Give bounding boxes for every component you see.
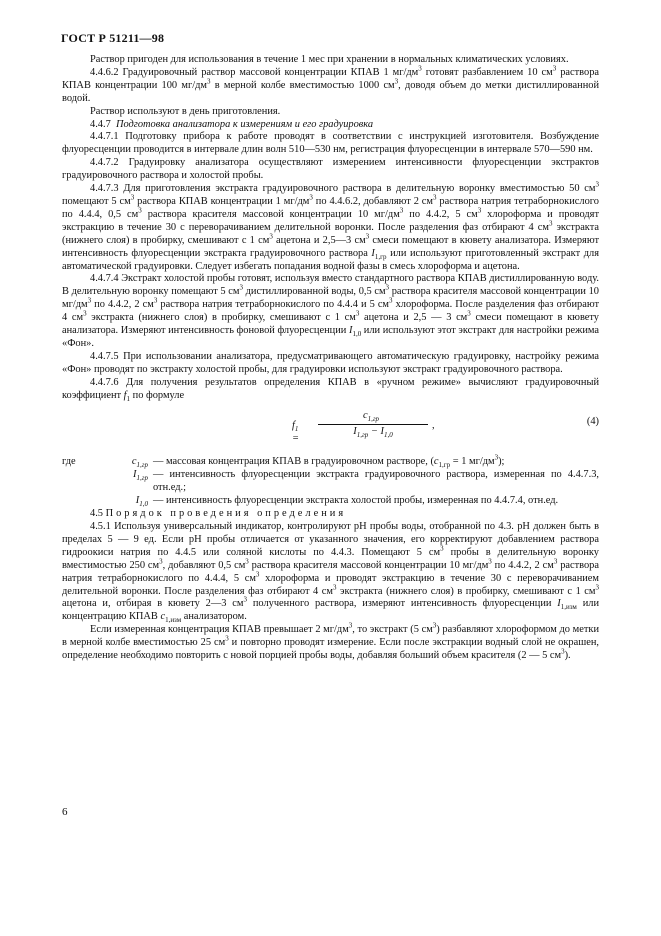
paragraph: Если измеренная концентрация КПАВ превышает 2 $мг/дм^3$, то экстракт (5 $см^3$) разбавляют хлороформом до метки в мерной колбе вместимостью 25 $см^3$ и повторно проводят измерение. Если после экстракции водный слой не окрашен, определение необходимо повторить с новой порцией пробы воды, добавляя больший объем красителя (2 — 5 $см^3$). <box>62 621 600 662</box>
legend-row: $I_{1,гр}$ — интенсивность флуоресценции экстракта градуировочного раствора, измеренная по 4.4.7.3, отн.ед.; <box>133 469 599 494</box>
fraction-bar <box>318 424 428 425</box>
formula-4 <box>62 406 599 450</box>
formula-comma: , <box>432 420 435 432</box>
standard-header: ГОСТ Р 51211—98 <box>61 31 165 45</box>
paragraph: Раствор используют в день приготовления. <box>90 105 281 117</box>
equation-number: (4) <box>586 416 599 428</box>
paragraph: 4.4.7.3 Для приготовления экстракта градуировочного раствора в делительную воронку вместимостью 50 $см^3$ помещают 5 $см^3$ раствора КПАВ концентрации 1 $мг/дм^3$ по 4.4.6.2, добавляют 2 $см^3$ раствора натрия тетраборнокислого по 4.4.4, 0,5 $см^3$ раствора красителя массовой концентрации 10 $мг/дм^3$ по 4.4.2, 5 $см^3$ хлороформа и проводят экстракцию в течение 30 с переворачиванием делительной воронки. После разделения фаз отбирают 4 $см^3$ экстракта (нижнего слоя) в пробирку, смешивают с 1 $см^3$ ацетона и 2,5—3 $см^3$ смеси помещают в кювету анализатора. Измеряют интенсивность флуоресценции экстракта градуировочного раствора $I_{1,гр}$ или используют приготовленный экстракт для автоматической градуировки. Следует избегать попадания водной фазы в смесь хлороформа и ацетона. <box>62 180 600 272</box>
page-number: 6 <box>62 806 68 818</box>
formula-lhs: $f_1$ = <box>292 420 300 445</box>
paragraph: 4.4.7.2 Градуировку анализатора осуществляют измерением интенсивности флуоресценции экстрактов градуировочного раствора и холостой пробы. <box>62 157 599 182</box>
section-heading: 4.4.7 Подготовка анализатора к измерениям и его градуировка <box>90 118 374 130</box>
paragraph: 4.4.7.5 При использовании анализатора, предусматривающего автоматическую градуировку, настройку режима «Фон» проводят по экстракту холостой пробы, для градуировки используют экстракт градуировочного раствора. <box>62 350 599 375</box>
paragraph: Раствор пригоден для использования в течение 1 мес при хранении в нормальных климатических условиях. <box>90 54 569 65</box>
paragraph: 4.4.7.6 Для получения результатов определения КПАВ в «ручном режиме» вычисляют градуировочный коэффициент $f_1$ по формуле <box>62 376 599 403</box>
legend-row: $I_{1,0}$ — интенсивность флуоресценции экстракта холостой пробы, измеренная по 4.4.7.4, отн.ед. <box>135 495 559 509</box>
paragraph: 4.4.7.1 Подготовку прибора к работе проводят в соответствии с инструкцией изготовителя. Возбуждение флуоресценции проводится в интервале длин волн 510—530 нм, регистрация флуоресценции в интервале 570—590 нм. <box>62 131 599 156</box>
section-heading: 4.5 Порядок проведения определения <box>90 508 347 520</box>
legend-row: где $c_{1,гр}$ — массовая концентрация КПАВ в градуировочном растворе, ($c_{1,гр} = 1$ $мг/дм^3$); <box>62 454 505 470</box>
paragraph: 4.4.7.4 Экстракт холостой пробы готовят, используя вместо стандартного раствора КПАВ дистиллированную воду. В делительную воронку помещают 5 $см^3$ дистиллированной воды, 0,5 $см^3$ раствора красителя массовой концентрации 10 $мг/дм^3$ по 4.4.2, 2 $см^3$ раствора натрия тетраборнокислого по 4.4.4 и 5 $см^3$ хлороформа. После разделения фаз отбирают 4 $см^3$ экстракта (нижнего слоя) в пробирку, смешивают с 1 $см^3$ ацетона и 2,5 — 3 $см^3$ смеси помещают в кювету анализатора. Измеряют интенсивность фоновой флуоресценции $I_{1,0}$ или используют этот экстракт для настройки режима «Фон». <box>62 273 600 349</box>
paragraph: 4.4.6.2 Градуировочный раствор массовой концентрации КПАВ 1 $мг/дм^3$ готовят разбавлением 10 $см^3$ раствора КПАВ концентрации 100 $мг/дм^3$ в мерной колбе вместимостью 1000 $см^3$, доводя объем до метки дистиллированной водой. <box>62 64 600 104</box>
paragraph: 4.5.1 Используя универсальный индикатор, контролируют pH пробы воды, отобранной по 4.3. pH должен быть в пределах 5 — 9 ед. Если pH пробы отличается от указанного значения, его корректируют добавлением раствора гидроокиси натрия по 4.4.5 или соляной кислоты по 4.4.3. Помещают 5 $см^3$ пробы в делительную воронку вместимостью 250 $см^3$, добавляют 0,5 $см^3$ раствора красителя массовой концентрации 10 $мг/дм^3$ по 4.4.2, 2 $см^3$ раствора натрия тетраборнокислого по 4.4.4, 5 $см^3$ хлороформа и проводят экстракцию в течение 30 с переворачиванием делительной воронки. После разделения фаз отбирают 4 $см^3$ экстракта (нижнего слоя) в пробирку, смешивают с 1 $см^3$ ацетона и, отбирая в кювету 2—3 $см^3$ полученного раствора, измеряют интенсивность флуоресценции $I_{1,изм}$ или концентрацию КПАВ $c_{1,изм}$ анализатором. <box>62 521 599 625</box>
formula-denominator: $I_{1,гр} - I_{1,0}$ <box>353 426 393 440</box>
formula-numerator: $c_{1,гр}$ <box>362 410 380 424</box>
body-text <box>62 54 599 663</box>
variable-legend <box>62 456 599 508</box>
